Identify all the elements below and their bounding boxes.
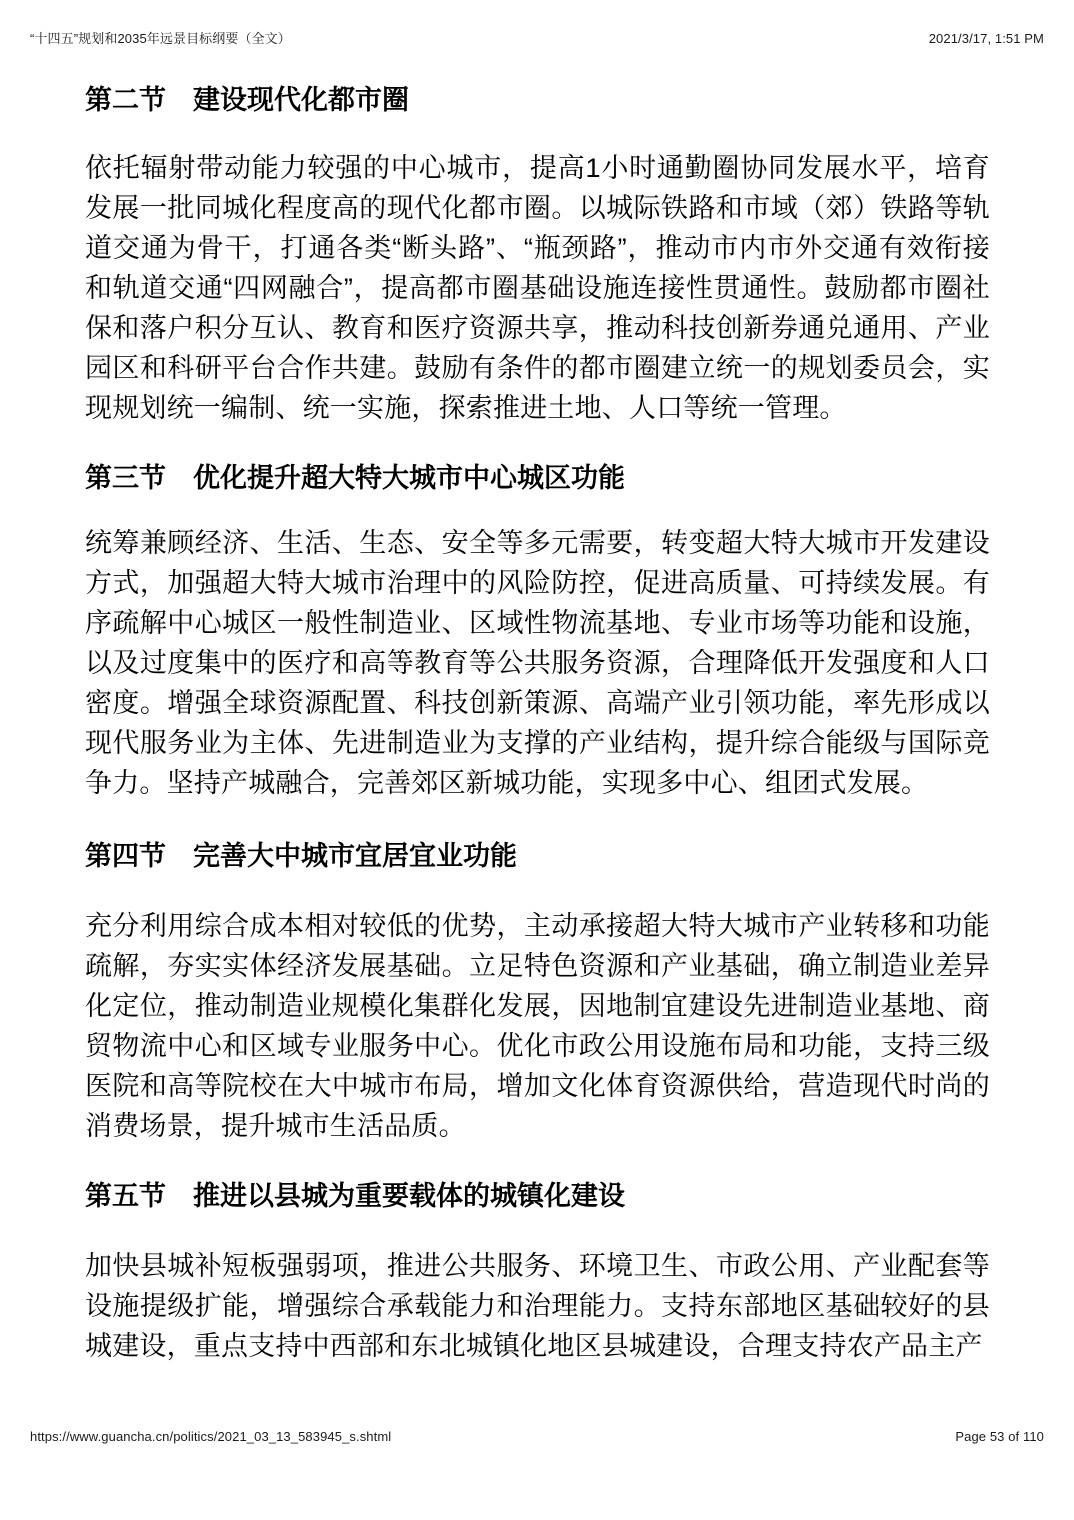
- footer-page-number: Page 53 of 110: [955, 1429, 1044, 1444]
- section-title: 建设现代化都市圈: [193, 85, 409, 115]
- section-heading-2: [85, 80, 409, 120]
- section-heading-3: [85, 458, 625, 498]
- header-document-title: “十四五”规划和2035年远景目标纲要（全文）: [30, 31, 291, 46]
- section-heading-5: [85, 1176, 625, 1216]
- section-title: 优化提升超大特大城市中心城区功能: [193, 463, 625, 493]
- section-number: 第四节: [85, 841, 166, 871]
- footer-source-url: https://www.guancha.cn/politics/2021_03_13_583945_s.shtml: [30, 1429, 392, 1444]
- section-paragraph: 加快县城补短板强弱项，推进公共服务、环境卫生、市政公用、产业配套等设施提级扩能，增强综合承载能力和治理能力。支持东部地区基础较好的县城建设，重点支持中西部和东北城镇化地区县城建设，合理支持农产品主产: [85, 1251, 990, 1361]
- section-heading-4: [85, 836, 517, 876]
- section-number: 第三节: [85, 463, 166, 493]
- section-paragraph: 依托辐射带动能力较强的中心城市，提高1小时通勤圈协同发展水平，培育发展一批同城化程度高的现代化都市圈。以城际铁路和市域（郊）铁路等轨道交通为骨干，打通各类“断头路”、“瓶颈路”，推动市内市外交通有效衔接和轨道交通“四网融合”，提高都市圈基础设施连接性贯通性。鼓励都市圈社保和落户积分互认、教育和医疗资源共享，推动科技创新券通兑通用、产业园区和科研平台合作共建。鼓励有条件的都市圈建立统一的规划委员会，实现规划统一编制、统一实施，探索推进土地、人口等统一管理。: [85, 153, 990, 423]
- section-paragraph: 充分利用综合成本相对较低的优势，主动承接超大特大城市产业转移和功能疏解，夯实实体经济发展基础。立足特色资源和产业基础，确立制造业差异化定位，推动制造业规模化集群化发展，因地制宜建设先进制造业基地、商贸物流中心和区域专业服务中心。优化市政公用设施布局和功能，支持三级医院和高等院校在大中城市布局，增加文化体育资源供给，营造现代时尚的消费场景，提升城市生活品质。: [85, 911, 990, 1141]
- section-number: 第五节: [85, 1181, 166, 1211]
- section-number: 第二节: [85, 85, 166, 115]
- section-title: 推进以县城为重要载体的城镇化建设: [193, 1181, 625, 1211]
- header-timestamp: 2021/3/17, 1:51 PM: [928, 31, 1044, 46]
- section-title: 完善大中城市宜居宜业功能: [193, 841, 517, 871]
- section-paragraph: 统筹兼顾经济、生活、生态、安全等多元需要，转变超大特大城市开发建设方式，加强超大特大城市治理中的风险防控，促进高质量、可持续发展。有序疏解中心城区一般性制造业、区域性物流基地、专业市场等功能和设施，以及过度集中的医疗和高等教育等公共服务资源，合理降低开发强度和人口密度。增强全球资源配置、科技创新策源、高端产业引领功能，率先形成以现代服务业为主体、先进制造业为支撑的产业结构，提升综合能级与国际竞争力。坚持产城融合，完善郊区新城功能，实现多中心、组团式发展。: [85, 528, 990, 798]
